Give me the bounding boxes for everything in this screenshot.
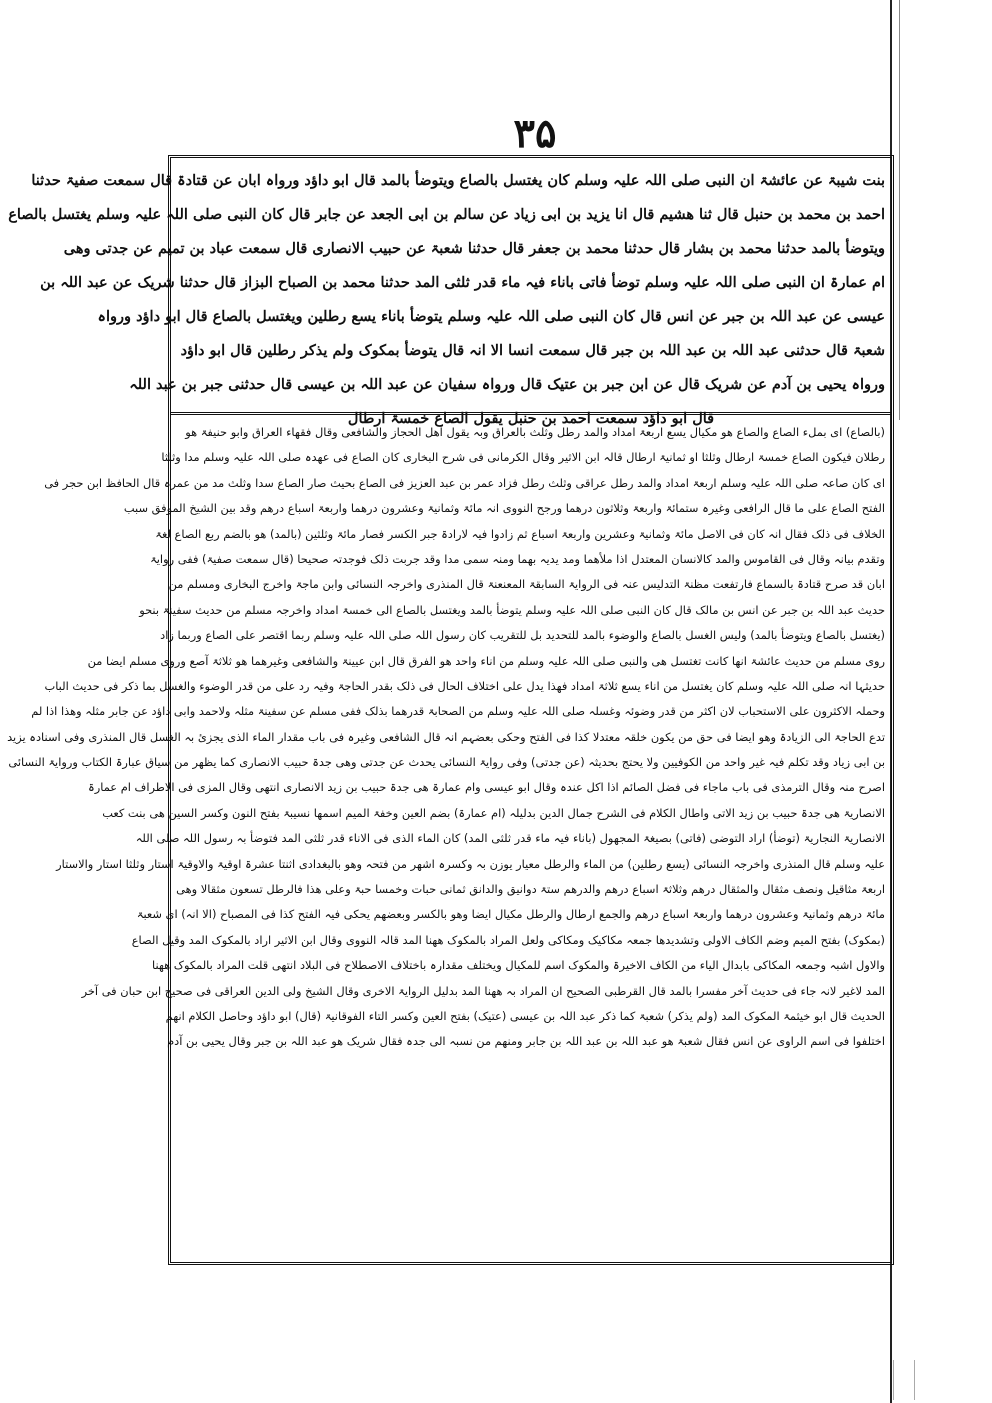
page-edge-marks	[893, 1360, 915, 1400]
commentary-line	[177, 1233, 885, 1258]
commentary-line: الانصاریۃ ھی جدۃ حبیب بن زید الاتی واطال الکلام فی الشرح جمال الدین بدلیلہ (ام عمارۃ) بضم العین وخفۃ المیم اسمھا نسیبۃ بفتح النون وکسر السین ھی بنت کعب	[102, 805, 885, 820]
commentary-line: اصرح منہ وقال الترمذی فی باب ماجاء فی فضل الصائم اذا اکل عندہ وقال ابو عیسی وام عمارۃ ھی جدۃ حبیب بن زید الانصاری انتھی وقال المزی فی الاطراف ام عمارۃ	[88, 780, 885, 795]
commentary-line: تدع الحاجۃ الی الزیادۃ وھو ایضا فی حق من یکون خلقہ معتدلا کذا فی الفتح وحکی بعضہم انہ قال الشافعی وغیرہ فی باب مقدار الماء الذی یجزئ بہ الغسل قال المنذری وفی اسنادہ یزید	[7, 729, 885, 744]
commentary-line: (بالصاع) ای بملء الصاع والصاع ھو مکیال یسع اربعۃ امداد والمد رطل وثلث بالعراق وبہ یقول اھل الحجاز والشافعی وقال فقھاء العراق وابو حنیفۃ ھو	[185, 425, 885, 439]
commentary-line	[177, 1106, 885, 1131]
hadith-line: بنت شیبۃ عن عائشۃ ان النبی صلی اللہ علیہ وسلم کان یغتسل بالصاع ویتوضأ بالمد قال ابو داؤد ورواہ ابان عن قتادۃ قال سمعت صفیۃ حدثنا	[31, 172, 885, 189]
hadith-text-block	[8, 164, 885, 427]
commentary-line: (بمکوک) بفتح المیم وضم الکاف الاولی وتشدیدھا جمعہ مکاکیک ومکاکی ولعل المراد بالمکوک ھھنا المد قالہ النووی وقال ابن الاثیر اراد بالمکوک المد وقیل الصاع	[131, 932, 885, 947]
page-number: ۳۵	[513, 110, 557, 157]
hadith-line: ورواہ یحیی بن آدم عن شریک قال عن ابن جبر بن عتیک قال ورواہ سفیان عن عبد اللہ بن عیسی قال حدثنی جبر بن عبد اللہ	[129, 376, 885, 393]
commentary-line: الخلاف فی ذلک فقال انہ کان فی الاصل مائۃ وثمانیۃ وعشرین واربعۃ اسباع ثم زادوا فیہ لارادۃ جبر الکسر فصار مائۃ وثلثین (بالمد) ھو بالضم ربع الصاع لغۃ	[155, 526, 885, 541]
commentary-line	[177, 1055, 885, 1080]
commentary-line: حدیث عبد اللہ بن جبر عن انس بن مالک قال کان النبی صلی اللہ علیہ وسلم یتوضأ بالمد ویغتسل بالصاع الی خمسۃ امداد واخرجہ مسلم من حدیث سفینۃ بنحو	[139, 602, 885, 617]
commentary-text-block	[7, 420, 885, 1258]
commentary-line	[177, 1207, 885, 1232]
commentary-line	[177, 1258, 885, 1283]
commentary-line: بن ابی زیاد وقد تکلم فیہ غیر واحد من الکوفیین ولا یحتج بحدیثہ (عن جدتی) وفی روایۃ النسائی یحدث عن جدتی وھی جدۃ حبیب الانصاری کما یظھر من سیاق عبارۃ الکتاب وروایۃ النسائی	[8, 755, 885, 770]
hadith-line: شعبۃ قال حدثنی عبد اللہ بن عبد اللہ بن جبر قال سمعت انسا الا انہ قال یتوضأ بمکوک ولم یذکر رطلین قال ابو داؤد	[180, 342, 885, 359]
commentary-line	[177, 1283, 885, 1308]
commentary-line: علیہ وسلم قال المنذری واخرجہ النسائی (یسع رطلین) من الماء والرطل معیار یوزن بہ وکسرہ اشھر من فتحہ وھو بالبغدادی اثنتا عشرۃ اوقیۃ والاوقیۃ استار وثلثا استار والاستار	[56, 856, 885, 871]
commentary-line: رطلان فیکون الصاع خمسۃ ارطال وثلثا او ثمانیۃ ارطال قالہ ابن الاثیر وقال الکرمانی فی شرح البخاری کان الصاع فی عھدہ صلی اللہ علیہ وسلم مدا وثلثا	[161, 450, 885, 465]
commentary-line: ابان قد صرح قتادۃ بالسماع فارتفعت مظنۃ التدلیس عنہ فی الروایۃ السابقۃ المعنعنۃ قال المنذری واخرجہ النسائی وابن ماجۃ واخرج البخاری ومسلم من	[168, 577, 885, 592]
hadith-line: ام عمارۃ ان النبی صلی اللہ علیہ وسلم توضأ فاتی باناء فیہ ماء قدر ثلثی المد حدثنا محمد بن الصباح البزاز قال حدثنا شریک عن عبد اللہ بن	[40, 274, 885, 291]
commentary-line: الانصاریۃ النجاریۃ (توضأ) اراد التوضی (فاتی) بصیغۃ المجھول (باناء فیہ ماء قدر ثلثی المد) کان الماء الذی فی الاناء قدر ثلثی المد فتوضأ بہ رسول اللہ صلی اللہ	[135, 831, 885, 846]
binding-edge-line-inner	[899, 0, 900, 420]
commentary-line: الحدیث قال ابو خیثمۃ المکوک المد (ولم یذکر) شعبۃ کما ذکر عبد اللہ بن عیسی (عتیک) بفتح العین وکسر التاء الفوقانیۃ (قال) ابو داؤد وحاصل الکلام انھم	[165, 1008, 885, 1023]
text-frame	[7, 155, 894, 1265]
commentary-line: المد لاغیر لانہ جاء فی حدیث آخر مفسرا بالمد قال القرطبی الصحیح ان المراد بہ ھھنا المد بدلیل الروایۃ الاخری وقال الشیخ ولی الدین العراقی فی صحیح ابن حبان فی آخر	[81, 983, 885, 998]
hadith-line: عیسی عن عبد اللہ بن جبر عن انس قال کان النبی صلی اللہ علیہ وسلم یتوضأ باناء یسع رطلین ویغتسل بالصاع قال ابو داؤد ورواہ	[97, 308, 885, 325]
commentary-line: والاول اشبہ وجمعہ المکاکی بابدال الیاء من الکاف الاخیرۃ والمکوک اسم للمکیال ویختلف مقدارہ باختلاف الاصطلاح فی البلاد انتھی قلت المراد بالمکوک ھھنا	[151, 958, 885, 973]
hadith-line: ویتوضأ بالمد حدثنا محمد بن بشار قال حدثنا محمد بن جعفر قال حدثنا شعبۃ عن حبیب الانصاری قال سمعت عباد بن تمیم عن جدتی وھی	[63, 240, 885, 257]
commentary-line: الفتح الصاع علی ما قال الرافعی وغیرہ ستمائۃ واربعۃ وثلاثون درھما ورجح النووی انہ مائۃ وثمانیۃ وعشرون درھما واربعۃ اسباع درھم وقد بین الشیخ الموفق سبب	[123, 501, 885, 516]
section-divider	[171, 412, 891, 415]
commentary-line	[177, 1182, 885, 1207]
commentary-line: (یغتسل بالصاع ویتوضأ بالمد) ولیس الغسل بالصاع والوضوء بالمد للتحدید بل للتقریب کان رسول اللہ صلی اللہ علیہ وسلم ربما اقتصر علی الصاع وربما زاد	[160, 628, 885, 643]
commentary-line	[177, 1131, 885, 1156]
hadith-closing-line: قال ابو داؤد سمعت احمد بن حنبل یقول الصاع خمسۃ ارطال	[347, 410, 715, 427]
commentary-line: وحملہ الاکثرون علی الاستحباب لان اکثر من قدر وضوئہ وغسلہ صلی اللہ علیہ وسلم من الصحابۃ قدرھما بذلک ففی مسلم عن سفینۃ مثلہ ولاحمد وابی داؤد عن جابر مثلہ وھذا اذا لم	[31, 704, 885, 719]
commentary-line: حدیثہا انہ صلی اللہ علیہ وسلم کان یغتسل من اناء یسع ثلاثۃ امداد فھذا یدل علی اختلاف الحال فی ذلک بقدر الحاجۃ وفیہ رد علی من قدر الوضوء والغسل بما ذکر فی حدیث الباب	[44, 678, 885, 693]
commentary-line: وتقدم بیانہ وقال فی القاموس والمد کالانسان المعتدل اذا ملأھما ومد یدیہ بھما ومنہ سمی مدا وقد جربت ذلک فوجدتہ صحیحا (قال سمعت صفیۃ) ففی روایۃ	[150, 551, 885, 566]
commentary-line	[177, 1080, 885, 1105]
commentary-line: اختلفوا فی اسم الراوی عن انس فقال شعبۃ ھو عبد اللہ بن عبد اللہ بن جابر ومنھم من نسبہ الی جدہ فقال شریک ھو عبد اللہ بن جبر وقال یحیی بن آدم	[167, 1034, 885, 1049]
commentary-line: ای کان صاعہ صلی اللہ علیہ وسلم اربعۃ امداد والمد رطل عراقی وثلث رطل فزاد عمر بن عبد العزیز فی الصاع بحیث صار الصاع سدا وثلث مد من عمرہ قال الحافظ ابن حجر فی	[44, 475, 885, 490]
commentary-line: اربعۃ مثاقیل ونصف مثقال والمثقال درھم وثلاثۃ اسباع درھم والدرھم ستۃ دوانیق والدانق ثمانی حبات وخمسا حبۃ وعلی ھذا فالرطل تسعون مثقالا وھی	[176, 882, 885, 897]
commentary-line: مائۃ درھم وثمانیۃ وعشرون درھما واربعۃ اسباع درھم والجمع ارطال والرطل مکیال ایضا وھو بالکسر وبعضھم یحکی فیہ الفتح کذا فی المصباح (الا انہ) ای شعبۃ	[136, 907, 885, 922]
hadith-line: احمد بن محمد بن حنبل قال ثنا ھشیم قال انا یزید بن ابی زیاد عن سالم بن ابی الجعد عن جابر قال کان النبی صلی اللہ علیہ وسلم یغتسل بالصاع	[8, 206, 885, 223]
commentary-line	[177, 1156, 885, 1181]
commentary-line: روی مسلم من حدیث عائشۃ انھا کانت تغتسل ھی والنبی صلی اللہ علیہ وسلم من اناء واحد ھو الفرق قال ابن عیینۃ والشافعی وغیرھما ھو ثلاثۃ آصع وروی مسلم ایضا من	[87, 653, 885, 668]
